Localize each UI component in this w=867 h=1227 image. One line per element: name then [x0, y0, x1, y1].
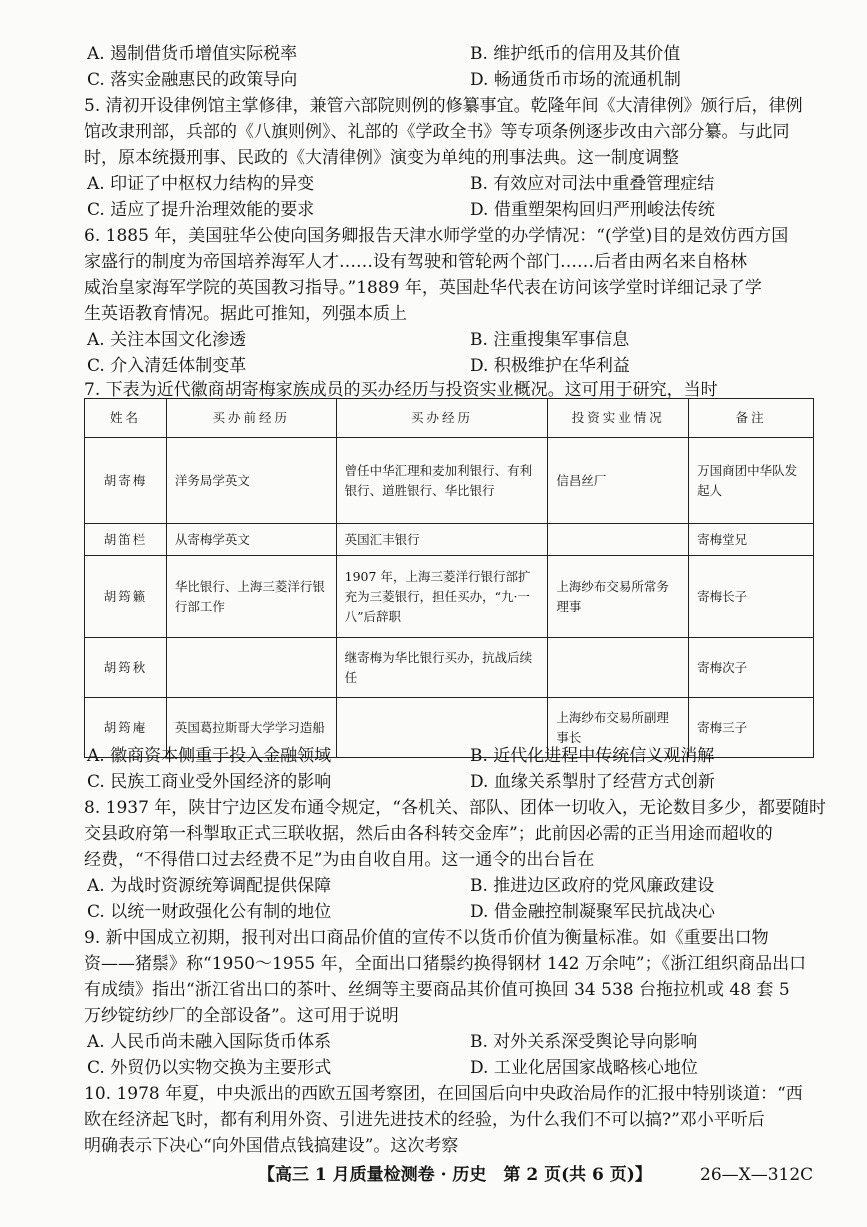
q9-option-d[interactable]: D. 工业化居国家战略核心地位 — [470, 1058, 698, 1078]
cell-name: 胡寄梅 — [85, 438, 167, 524]
cell-note: 万国商团中华队发起人 — [689, 438, 814, 524]
q5-option-c[interactable]: C. 适应了提升治理效能的要求 — [87, 200, 315, 220]
q8-option-a[interactable]: A. 为战时资源统筹调配提供保障 — [87, 876, 332, 896]
q9-option-a[interactable]: A. 人民币尚未融入国际货币体系 — [87, 1032, 332, 1052]
cell-pre: 华比银行、上海三菱洋行银行部工作 — [166, 556, 336, 638]
q6-stem-line-1: 6. 1885 年，美国驻华公使向国务卿报告天津水师学堂的办学情况：“(学堂)目的是效仿西方国 — [84, 226, 789, 246]
cell-comprador: 英国汇丰银行 — [336, 524, 548, 556]
q7-option-a[interactable]: A. 徽商资本侧重于投入金融领域 — [87, 746, 332, 766]
q8-stem-line-1: 8. 1937 年，陕甘宁边区发布通令规定，“各机关、部队、团体一切收入，无论数目多少，都要随时 — [84, 798, 826, 818]
cell-comprador: 曾任中华汇理和麦加利银行、有利银行、道胜银行、华比银行 — [336, 438, 548, 524]
q8-option-b[interactable]: B. 推进边区政府的党风廉政建设 — [470, 876, 715, 896]
table-row — [85, 638, 814, 698]
cell-investment — [548, 524, 689, 556]
q7-option-c[interactable]: C. 民族工商业受外国经济的影响 — [87, 772, 332, 792]
q7-table — [84, 398, 814, 758]
cell-investment: 上海纱布交易所常务理事 — [548, 556, 689, 638]
footer-code: 26—X—312C — [700, 1165, 814, 1185]
cell-name: 胡筠秋 — [85, 638, 167, 698]
q9-option-c[interactable]: C. 外贸仍以实物交换为主要形式 — [87, 1058, 332, 1078]
cell-name: 胡笛栏 — [85, 524, 167, 556]
cell-note: 寄梅次子 — [689, 638, 814, 698]
q8-option-d[interactable]: D. 借金融控制凝聚军民抗战决心 — [470, 902, 715, 922]
q5-option-d[interactable]: D. 借重塑架构回归严刑峻法传统 — [470, 200, 715, 220]
q6-stem-line-3: 威治皇家海军学院的英国教习指导。”1889 年，英国赴华代表在访问该学堂时详细记录了学 — [84, 278, 762, 298]
q9-stem-line-4: 万纱锭纺纱厂的全部设备”。这可用于说明 — [84, 1006, 399, 1026]
q4-option-c[interactable]: C. 落实金融惠民的政策导向 — [87, 70, 298, 90]
header-name: 姓名 — [85, 399, 167, 438]
q5-stem-line-2: 馆改隶刑部，兵部的《八旗则例》、礼部的《学政全书》等专项条例逐步改由六部分纂。与此同 — [84, 122, 790, 142]
q10-stem-line-2: 欧在经济起飞时，都有利用外资、引进先进技术的经验，为什么我们不可以搞?”邓小平听后 — [84, 1110, 765, 1130]
table-row — [85, 524, 814, 556]
q6-stem-line-4: 生英语教育情况。据此可推知，列强本质上 — [84, 304, 407, 324]
header-comprador: 买办经历 — [336, 399, 548, 438]
q6-option-d[interactable]: D. 积极维护在华利益 — [470, 356, 630, 376]
header-investment: 投资实业情况 — [548, 399, 689, 438]
cell-investment — [548, 638, 689, 698]
q7-option-b[interactable]: B. 近代化进程中传统信义观消解 — [470, 746, 715, 766]
footer-title: 【高三 1 月质量检测卷 · 历史 第 2 页(共 6 页)】 — [258, 1165, 652, 1185]
q9-stem-line-2: 资——猪鬃》称“1950～1955 年，全面出口猪鬃约换得钢材 142 万余吨”；《浙江组织商品出口 — [84, 954, 807, 974]
table-header-row — [85, 399, 814, 438]
cell-note: 寄梅堂兄 — [689, 524, 814, 556]
q4-option-d[interactable]: D. 畅通货币市场的流通机制 — [470, 70, 681, 90]
q5-stem-line-1: 5. 清初开设律例馆主掌修律，兼管六部院则例的修纂事宜。乾隆年间《大清律例》颁行后，律例 — [84, 96, 803, 116]
q8-stem-line-3: 经费，“不得借口过去经费不足”为由自收自用。这一通令的出台旨在 — [84, 850, 595, 870]
cell-note: 寄梅三子 — [689, 698, 814, 758]
q5-option-b[interactable]: B. 有效应对司法中重叠管理症结 — [470, 174, 715, 194]
q6-option-c[interactable]: C. 介入清廷体制变革 — [87, 356, 247, 376]
cell-pre: 洋务局学英文 — [166, 438, 336, 524]
table-row — [85, 556, 814, 638]
q8-option-c[interactable]: C. 以统一财政强化公有制的地位 — [87, 902, 332, 922]
q9-stem-line-1: 9. 新中国成立初期，报刊对出口商品价值的宣传不以货币价值为衡量标准。如《重要出口物 — [84, 928, 769, 948]
q9-option-b[interactable]: B. 对外关系深受舆论导向影响 — [470, 1032, 698, 1052]
cell-pre: 英国葛拉斯哥大学学习造船 — [166, 698, 336, 758]
cell-pre — [166, 638, 336, 698]
q6-option-a[interactable]: A. 关注本国文化渗透 — [87, 330, 247, 350]
q5-option-a[interactable]: A. 印证了中枢权力结构的异变 — [87, 174, 315, 194]
cell-note: 寄梅长子 — [689, 556, 814, 638]
q10-stem-line-3: 明确表示下决心“向外国借点钱搞建设”。这次考察 — [84, 1136, 459, 1156]
cell-investment: 上海纱布交易所副理事长 — [548, 698, 689, 758]
q8-stem-line-2: 交县政府第一科掣取正式三联收据，然后由各科转交金库”；此前因必需的正当用途而超收的 — [84, 824, 773, 844]
cell-investment: 信昌丝厂 — [548, 438, 689, 524]
q10-stem-line-1: 10. 1978 年夏，中央派出的西欧五国考察团，在回国后向中央政治局作的汇报中特别谈道：“西 — [84, 1084, 803, 1104]
q4-option-b[interactable]: B. 维护纸币的信用及其价值 — [470, 44, 681, 64]
q4-option-a[interactable]: A. 遏制借货币增值实际税率 — [87, 44, 298, 64]
cell-name: 胡筠庵 — [85, 698, 167, 758]
q9-stem-line-3: 有成绩》指出“浙江省出口的茶叶、丝绸等主要商品其价值可换回 34 538 台拖拉机或 48 套 5 — [84, 980, 790, 1000]
q6-option-b[interactable]: B. 注重搜集军事信息 — [470, 330, 630, 350]
q7-option-d[interactable]: D. 血缘关系掣肘了经营方式创新 — [470, 772, 715, 792]
table-row — [85, 438, 814, 524]
q5-stem-line-3: 时，原本统摄刑事、民政的《大清律例》演变为单纯的刑事法典。这一制度调整 — [84, 148, 679, 168]
cell-comprador: 1907 年，上海三菱洋行银行部扩充为三菱银行，担任买办，“九·一八”后辞职 — [336, 556, 548, 638]
cell-name: 胡筠籁 — [85, 556, 167, 638]
header-note: 备注 — [689, 399, 814, 438]
cell-pre: 从寄梅学英文 — [166, 524, 336, 556]
header-pre-comprador: 买办前经历 — [166, 399, 336, 438]
q6-stem-line-2: 家盛行的制度为帝国培养海军人才……设有驾驶和管轮两个部门……后者由两名来自格林 — [84, 252, 747, 272]
cell-comprador: 继寄梅为华比银行买办，抗战后续任 — [336, 638, 548, 698]
q7-stem: 7. 下表为近代徽商胡寄梅家族成员的买办经历与投资实业概况。这可用于研究，当时 — [84, 380, 718, 400]
